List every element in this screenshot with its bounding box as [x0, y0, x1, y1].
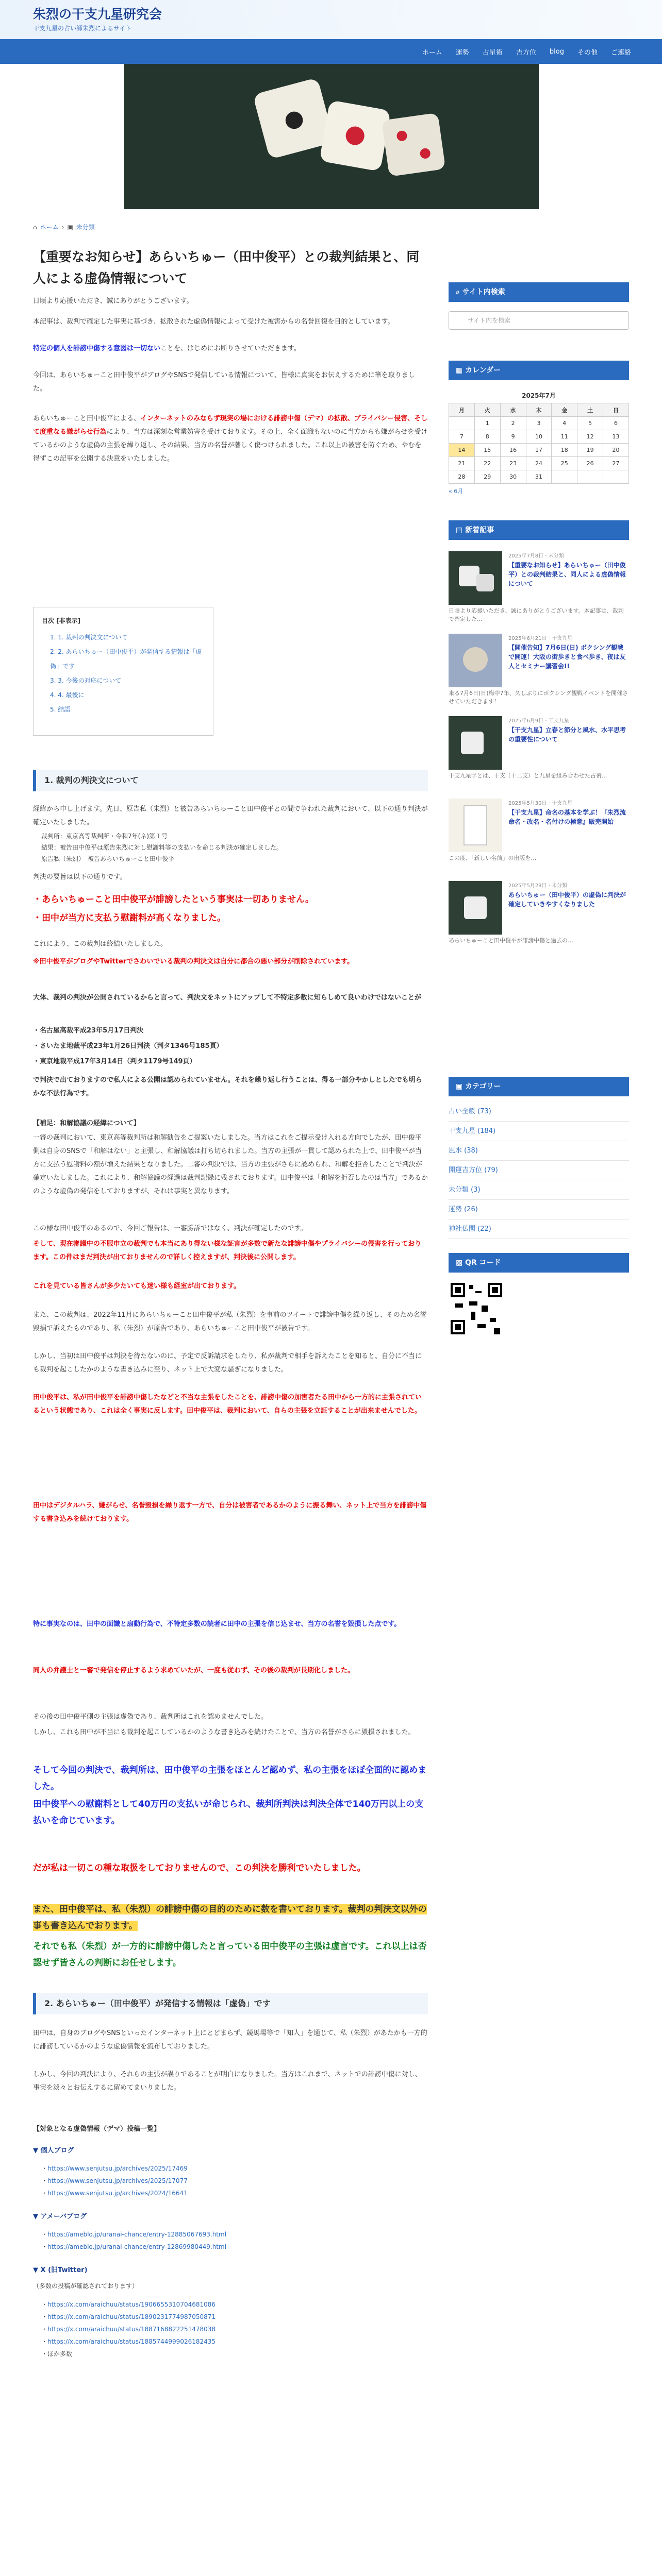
cal-day: 28	[449, 470, 475, 484]
s5: 特に事実なのは、田中の面識と扇動行為で、不特定多数の読者に田中の主張を信じ込ませ、当方の名誉を毀損した点です。	[33, 1620, 401, 1628]
nav-fortune[interactable]: 運勢	[455, 48, 469, 57]
cal-day: 24	[526, 457, 552, 470]
s8: 田中は、自身のブログやSNSといったインターネット上にとどまらず、競馬場等で「知人」を通じて、私（朱烈）があたかも一方的に誹謗しているかのような虚偽情報を流布しておりました。	[33, 2029, 427, 2050]
recent-post-title[interactable]: 【干支九星】立春と節分と風水、水平思考の重要性について	[508, 726, 626, 743]
cal-day: 4	[552, 417, 577, 430]
recent-post-title[interactable]: 【重要なお知らせ】あらいちゅー（田中俊平）との裁判結果と、同人による虚偽情報について	[508, 562, 626, 587]
book-thumb-icon	[449, 799, 502, 852]
list-item: 結果：被告田中俊平は原告朱烈に対し慰謝料等の支払いを命じる判決が確定しました。	[41, 844, 283, 851]
cal-day: 9	[500, 430, 526, 444]
cal-head: 木	[526, 403, 552, 417]
recent-post-excerpt: 干支九星学とは、干支（十二支）と九星を組み合わせた占術...	[449, 772, 607, 779]
toc-item[interactable]: 4. 4. 最後に	[50, 691, 85, 699]
dice-thumb-icon	[449, 551, 502, 605]
toc-item[interactable]: 3. 3. 今後の対応について	[50, 677, 122, 684]
intro-emph: 特定の個人を誹謗中傷する意図は一切ない	[33, 345, 161, 352]
court-1: ・名古屋高裁平成23年5月17日判決	[33, 1027, 144, 1035]
cal-day: 16	[500, 444, 526, 457]
cal-day: 2	[500, 417, 526, 430]
x-link[interactable]: ・https://x.com/araichuu/status/1906655310704681086	[41, 2301, 216, 2308]
green-1: それでも私（朱烈）が一方的に誹謗中傷したと言っている田中俊平の主張は虚言です。これ以上は否認せず皆さんの判断にお任せします。	[33, 1941, 427, 1968]
cal-day: 1	[474, 417, 500, 430]
ameba-link[interactable]: ・https://ameblo.jp/uranai-chance/entry-12885067693.html	[41, 2231, 227, 2238]
document-icon: ▤	[456, 526, 466, 534]
category-link[interactable]: 開運吉方位 (79)	[449, 1161, 629, 1180]
post-title: 【重要なお知らせ】あらいちゅー（田中俊平）との裁判結果と、同人による虚偽情報について	[33, 249, 420, 286]
court-2: ・さいたま地裁平成23年1月26日判決（判タ1346号185頁）	[33, 1042, 223, 1050]
intro-p2: 本記事は、裁判で確定した事実に基づき、拡散された虚偽情報によって受けた被害からの名誉回復を目的としています。	[33, 318, 394, 326]
red-3: そして、現在審議中の不服申立の裁判でも本当にあり得ない様な証言が多数で新たな誹謗中傷やプライバシーの侵害を行っております。この件はまだ判決が出ておりませんので詳しく控えますが、判決後に公開します。	[33, 1240, 422, 1261]
cal-day: 26	[577, 457, 603, 470]
widget-calendar-title: ▦ カレンダー	[449, 361, 629, 380]
cal-day	[449, 417, 475, 430]
recent-post-date: 2025年6月21日 · 干支九星	[508, 636, 573, 641]
ameba-link[interactable]: ・https://ameblo.jp/uranai-chance/entry-12869980449.html	[41, 2243, 227, 2250]
blue-1: そして今回の判決で、裁判所は、田中俊平の主張をほとんど認めず、私の主張をほぼ全面的に認めました。	[33, 1765, 427, 1792]
cal-head: 土	[577, 403, 603, 417]
cal-head: 火	[474, 403, 500, 417]
dice-photo-icon	[124, 64, 539, 209]
s3: また、この裁判は、2022年11月にあらいちゅーこと田中俊平が私（朱烈）を事前のツイートで誹謗中傷を繰り返し、そのため名誉毀損で訴えたものであり、私（朱烈）が原告であり、あらいちゅーこと田中俊平が被告です。	[33, 1311, 427, 1332]
cal-day: 18	[552, 444, 577, 457]
site-header	[0, 0, 662, 39]
cal-day: 22	[474, 457, 500, 470]
recent-post-excerpt: 日頃より応援いただき、誠にありがとうございます。本記事は、裁判で確定した...	[449, 607, 624, 622]
widget-qr-title: ▩ QR コード	[449, 1253, 629, 1273]
section-heading-2: 2. あらいちゅー（田中俊平）が発信する情報は「虚偽」です	[33, 1993, 428, 2014]
search-input[interactable]: サイト内を検索	[449, 311, 629, 330]
cal-day: 31	[526, 470, 552, 484]
svg-text:●: ●	[280, 103, 307, 134]
category-link[interactable]: 干支九星 (184)	[449, 1122, 629, 1141]
court-3: ・東京地裁平成17年3月14日（判タ1179号149頁）	[33, 1058, 196, 1065]
red-4: これを見ている皆さんが多少たいても迷い様も経室が出ております。	[33, 1282, 240, 1290]
x-link[interactable]: ・https://x.com/araichuu/status/1890231774987050871	[41, 2313, 216, 2320]
cal-day	[552, 470, 577, 484]
category-link[interactable]: 未分類 (3)	[449, 1181, 629, 1200]
verdict-red-2: ・田中が当方に支払う慰謝料が高くなりました。	[33, 913, 226, 923]
global-nav	[0, 39, 662, 64]
site-title[interactable]: 朱烈の干支九星研究会	[33, 7, 162, 22]
cal-head: 日	[603, 403, 629, 417]
cal-head: 水	[500, 403, 526, 417]
note-title: 【補足：和解協議の経緯について】	[33, 1120, 140, 1127]
x-note: （多数の投稿が確認されております）	[33, 2282, 139, 2290]
recent-post-excerpt: 来る7月6日(日)梅中7年、久しぶりにボクシング観戦イベントを開催させていただきます！	[449, 690, 628, 705]
folder-icon: ▣	[456, 1082, 466, 1091]
cal-day: 29	[474, 470, 500, 484]
s1-p1: 経緯から申し上げます。先日、原告私（朱烈）と被告あらいちゅーこと田中俊平との間で争われた裁判において、以下の通り判決が確定いたしました。	[33, 805, 428, 826]
cal-day: 12	[577, 430, 603, 444]
site-description: 干支九星の占い師朱烈によるサイト	[33, 25, 132, 32]
s4: しかし、当初は田中俊平は判決を待たないのに、予定で反訴請求をしたり、私が裁判で相手を訴えたことを知ると、自分に不当にも裁判を起こしたかのような書き込みに至り、ネット上で大変な騒ぎになりました。	[33, 1352, 422, 1374]
cal-day-today: 14	[449, 444, 475, 457]
x-link[interactable]: ・https://x.com/araichuu/status/1885744999026182435	[41, 2338, 216, 2345]
x-more: ・ほか多数	[41, 2350, 73, 2358]
event-thumb-icon	[449, 634, 502, 687]
blog-link[interactable]: ・https://www.senjutsu.jp/archives/2025/17469	[41, 2165, 188, 2172]
nav-direction[interactable]: 吉方位	[516, 48, 536, 57]
s7: しかし、これも田中が不当にも裁判を起こしているかのような書き込みを続けたことで、当方の名誉がさらに毀損されました。	[33, 1728, 415, 1736]
calendar-caption: 2025年7月	[522, 392, 556, 399]
cal-day	[603, 470, 629, 484]
s6: その後の田中俊平側の主張は虚偽であり、裁判所はこれを認めませんでした。	[33, 1713, 268, 1721]
cal-day: 20	[603, 444, 629, 457]
blog-link[interactable]: ・https://www.senjutsu.jp/archives/2025/17077	[41, 2177, 188, 2184]
nav-home[interactable]: ホーム	[422, 48, 442, 57]
cal-day: 13	[603, 430, 629, 444]
hero-image	[124, 64, 539, 209]
toc-item[interactable]: 5. 結語	[50, 706, 71, 713]
targets-title: 【対象となる虚偽情報（デマ）投稿一覧】	[33, 2125, 161, 2133]
nav-contact[interactable]: ご連絡	[610, 48, 631, 57]
intro-p5: あらいちゅーこと田中俊平による、インターネットのみならず現実の場における誹謗中傷（デマ）の拡散、プライバシー侵害、そして度重なる嫌がらせ行為により、当方は深刻な営業妨害を受けております。その上、全く面識もないのに当方からも嫌がらせを受けているかのような虚偽の主張を繰り返し、その結果、当方の名誉が著しく傷つけられました。これ以上の被害を防ぐため、やむを得ずこの記事を公開する決意をいたしました。	[33, 415, 428, 463]
cal-prev-link[interactable]: « 6月	[449, 488, 464, 495]
cal-day: 5	[577, 417, 603, 430]
highlight-1: また、田中俊平は、私（朱烈）の誹謗中傷の目的のために数を書いております。裁判の判決文以外の事も書き込んでおります。	[33, 1904, 427, 1931]
category-link[interactable]: 風水 (38)	[449, 1142, 629, 1161]
cal-day: 11	[552, 430, 577, 444]
intro-p3: 特定の個人を誹謗中傷する意図は一切ないことを、はじめにお断りさせていただきます。	[33, 345, 301, 352]
s9: しかし、今回の判決により、それらの主張が誤りであることが明白になりました。当方はこれまで、ネットでの誹謗中傷に対し、事実を淡々とお伝えするに留めてまいりました。	[33, 2071, 422, 2092]
cal-day: 23	[500, 457, 526, 470]
dice-thumb-icon	[449, 716, 502, 770]
search-icon: ⌕	[456, 288, 462, 296]
category-link[interactable]: 神社仏閣 (22)	[449, 1220, 629, 1239]
widget-recent-title: ▤ 新着記事	[449, 520, 629, 540]
cal-day: 8	[474, 430, 500, 444]
nav-astrology[interactable]: 占星術	[482, 48, 503, 57]
recent-post[interactable]	[449, 551, 629, 629]
home-icon: ⌂	[33, 223, 37, 231]
nav-other[interactable]: その他	[577, 48, 598, 57]
recent-post-title[interactable]: 【開催告知】7月6日(日) ボクシング観戦で開運！大阪の街歩きと食べ歩き、夜は友人とセミナー講習会!!	[508, 644, 626, 670]
recent-post-excerpt: あらいちゅーこと田中俊平が誹謗中傷と過去の…	[449, 937, 573, 944]
calendar-icon: ▦	[456, 366, 466, 375]
notice-red: ※田中俊平がブログやTwitterでさわいでいる裁判の判決文は自分に都合の悪い部分が削除されています。	[33, 958, 354, 965]
list-item: 原告私（朱烈） 被告あらいちゅーこと田中俊平	[41, 855, 175, 862]
category-link[interactable]: 運勢 (26)	[449, 1200, 629, 1219]
blog-title: ▼ 個人ブログ	[33, 2147, 74, 2155]
red-7: 同人の弁護士と一審で発信を停止するよう求めていたが、一度も従わず、その後の裁判が長期化しました。	[33, 1667, 354, 1674]
note-2: この様な田中俊平のあるので、今回ご報告は、一審勝訴ではなく、判決が確定したのです。	[33, 1225, 307, 1232]
cal-day: 30	[500, 470, 526, 484]
category-link[interactable]: 占い全般 (73)	[449, 1103, 629, 1122]
cal-day: 25	[552, 457, 577, 470]
cal-day: 27	[603, 457, 629, 470]
recent-post[interactable]	[449, 881, 629, 958]
breadcrumb-category[interactable]: 未分類	[76, 224, 95, 231]
recent-post-date: 2025年5月28日 · 未分類	[508, 883, 568, 889]
x-title: ▼ X (旧Twitter)	[33, 2266, 88, 2274]
recent-post-title[interactable]: あらいちゅー（田中俊平）の虚偽に判決が確定していきやすくなりました	[508, 891, 626, 908]
cal-head: 金	[552, 403, 577, 417]
cal-day: 17	[526, 444, 552, 457]
cal-day: 10	[526, 430, 552, 444]
dice-thumb-icon	[449, 881, 502, 935]
court-conclusion: で判決で出ておりますので私人による公開は認められていません。それを繰り返し行うことは、得る一部分やかしとしたでも明らかな不法行為です。	[33, 1076, 422, 1097]
s2: これにより、この裁判は終結いたしました。	[33, 940, 168, 948]
breadcrumb-home[interactable]: ホーム	[40, 224, 59, 231]
recent-post[interactable]	[449, 799, 629, 876]
table-of-contents	[33, 607, 213, 736]
cal-day: 3	[526, 417, 552, 430]
cal-day: 7	[449, 430, 475, 444]
blog-link[interactable]: ・https://www.senjutsu.jp/archives/2024/16641	[41, 2190, 188, 2197]
intro-p1: 日頃より応援いただき、誠にありがとうございます。	[33, 297, 193, 305]
list-item: 裁判所：東京高等裁判所・令和7年(ネ)第１号	[41, 833, 168, 840]
cal-day: 6	[603, 417, 629, 430]
widget-search-title: ⌕ サイト内検索	[449, 282, 629, 302]
qr-code-icon	[449, 1281, 504, 1336]
toc-item[interactable]: 1. 1. 裁判の判決文について	[50, 634, 128, 641]
intro-p4: 今回は、あらいちゅーこと田中俊平がブログやSNSで発信している情報について、皆様に真実をお伝えするために筆を取りました。	[33, 371, 415, 393]
recent-post[interactable]	[449, 634, 629, 711]
section-heading-1: 1. 裁判の判決文について	[33, 770, 428, 791]
intro-red: インターネットのみならず現実の場における誹謗中傷（デマ）の拡散、プライバシー侵害、そして度重なる嫌がらせ行為	[33, 415, 428, 436]
cal-head: 月	[449, 403, 475, 417]
cal-day	[577, 470, 603, 484]
breadcrumb	[33, 223, 95, 231]
recent-post-excerpt: この度、「新しい名前」の出版を…	[449, 855, 537, 861]
s1-p2: 判決の要旨は以下の通りです。	[33, 873, 126, 881]
recent-post-date: 2025年6月9日 · 干支九星	[508, 718, 569, 724]
red-8: だが私は一切この種な取扱をしておりませんので、この判決を勝利でいたしました。	[33, 1863, 366, 1873]
recent-post-date: 2025年5月30日 · 干支九星	[508, 801, 573, 806]
cal-day: 21	[449, 457, 475, 470]
nav-blog[interactable]: blog	[549, 47, 564, 56]
ameba-title: ▼ アメーバブログ	[33, 2213, 87, 2221]
toc-title[interactable]: 目次 [非表示]	[42, 617, 81, 624]
blue-2: 田中俊平への慰謝料として40万円の支払いが命じられ、裁判所判決は判決全体で140万円以上の支払いを命じています。	[33, 1799, 424, 1826]
widget-category-title: ▣ カテゴリー	[449, 1077, 629, 1096]
folder-icon: ▣	[67, 223, 73, 231]
x-link[interactable]: ・https://x.com/araichuu/status/1887168822251478038	[41, 2326, 216, 2333]
verdict-red-1: ・あらいちゅーこと田中俊平が誹謗したという事実は一切ありません。	[33, 894, 315, 905]
recent-post[interactable]	[449, 716, 629, 793]
cal-day: 15	[474, 444, 500, 457]
red-6: 田中はデジタルハラ、嫌がらせ、名誉毀損を繰り返す一方で、自分は被害者であるかのように振る舞い、ネット上で当方を誹謗中傷する書き込みを続けております。	[33, 1502, 427, 1523]
calendar	[449, 388, 629, 495]
red-5: 田中俊平は、私が田中俊平を誹謗中傷したなどと不当な主張をしたことを、誹謗中傷の加害者たる田中から一方的に主張されているという状態であり、これは全く事実に反します。田中俊平は、裁判において、自らの主張を立証することが出来ませんでした。	[33, 1394, 422, 1415]
recent-post-title[interactable]: 【干支九星】命名の基本を学ぶ！『朱烈流 命名・改名・名付けの極意』販売開始	[508, 809, 626, 825]
cal-day: 19	[577, 444, 603, 457]
recent-post-date: 2025年7月8日 · 未分類	[508, 553, 564, 559]
qr-icon: ▩	[456, 1259, 466, 1267]
note-body: 一審の裁判において、東京高等裁判所は和解勧告をご提案いたしました。当方はこれをご提示受け入れる方向でしたが、田中俊平側は自身のSNSで「和解はない」と主張し、和解協議は打ち切られました。当方の主張が一貫して認められた上で、田中俊平が当方に支払う慰謝料の額が増えた結果となりました。二審の判決では、当方の主張がさらに認められ、和解を拒否したことで判決が確定いたしました。これにより、和解協議の経過は裁判記録に残されております。田中俊平は「和解を拒否したのは当方」であるかのような虚偽の発信をしておりますが、それは事実と異なります。	[33, 1134, 428, 1195]
toc-item[interactable]: 2. 2. あらいちゅー（田中俊平）が発信する情報は「虚偽」です	[50, 648, 202, 670]
notice-bold: 大体、裁判の判決が公開されているからと言って、判決文をネットにアップして不特定多数に知らしめて良いわけではないことが	[33, 994, 421, 1002]
chevron-right-icon: ›	[61, 223, 64, 231]
